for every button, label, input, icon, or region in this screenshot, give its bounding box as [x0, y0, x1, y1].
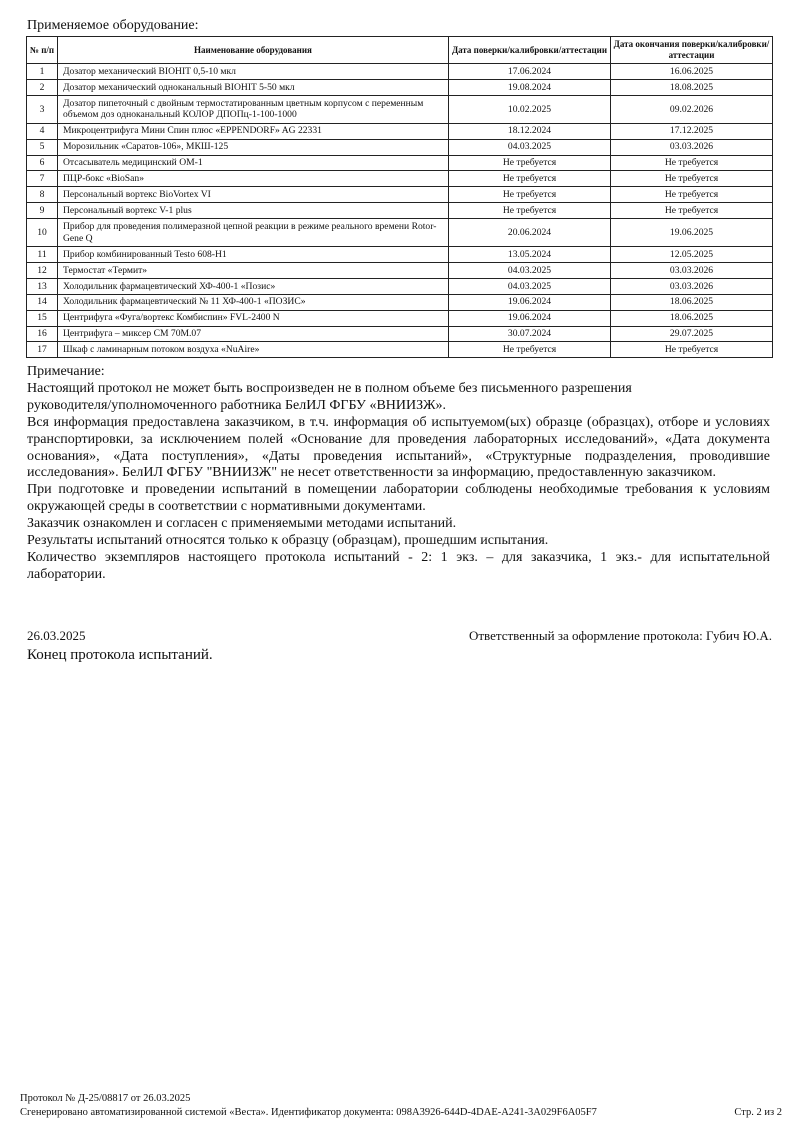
row-name: Термостат «Термит» [58, 263, 449, 279]
row-name: Морозильник «Саратов-106», МКШ-125 [58, 139, 449, 155]
row-name: Отсасыватель медицинский ОМ-1 [58, 155, 449, 171]
footer-page-number: Стр. 2 из 2 [734, 1107, 782, 1118]
row-num: 14 [27, 294, 58, 310]
table-row [27, 219, 773, 247]
row-date-start: 13.05.2024 [449, 247, 611, 263]
row-date-start: 30.07.2024 [449, 326, 611, 342]
end-of-protocol: Конец протокола испытаний. [27, 647, 213, 663]
page-footer [20, 1092, 782, 1120]
row-date-start: 19.06.2024 [449, 294, 611, 310]
row-date-end: 18.06.2025 [611, 294, 773, 310]
signature-date: 26.03.2025 [27, 628, 86, 643]
row-num: 1 [27, 64, 58, 80]
note-information-source: Вся информация предоставлена заказчиком, в т.ч. информация об испытуемом(ых) образце (образцах), отборе и условиях транспортировки, за исключением полей «Основание для проведения лабораторных исследований», «Дата документа основания», «Дата поступления», «Даты проведения испытаний», «Структурные подразделения, проводившие исследования». БелИЛ ФГБУ "ВНИИЗЖ" не несет ответственности за информацию, предоставленную заказчиком. [27, 414, 770, 481]
row-date-start: 20.06.2024 [449, 219, 611, 247]
row-date-end: 03.03.2026 [611, 278, 773, 294]
note-copies: Количество экземпляров настоящего протокола испытаний - 2: 1 экз. – для заказчика, 1 экз.- для испытательной лаборатории. [27, 549, 770, 582]
row-date-start: Не требуется [449, 171, 611, 187]
row-date-end: 18.06.2025 [611, 310, 773, 326]
row-date-end: Не требуется [611, 171, 773, 187]
table-row [27, 64, 773, 80]
row-date-end: Не требуется [611, 187, 773, 203]
row-name: Прибор комбинированный Testo 608-H1 [58, 247, 449, 263]
row-name: Персональный вортекс V-1 plus [58, 203, 449, 219]
table-header-row [27, 37, 773, 64]
row-date-start: 18.12.2024 [449, 123, 611, 139]
row-date-end: 17.12.2025 [611, 123, 773, 139]
row-date-end: 09.02.2026 [611, 95, 773, 123]
footer-generated-by: Сгенерировано автоматизированной системой «Веста». Идентификатор документа: 098A3926-644D-4DAE-A241-3A029F6A05F7 [20, 1107, 597, 1118]
row-num: 11 [27, 247, 58, 263]
row-num: 12 [27, 263, 58, 279]
row-date-end: Не требуется [611, 155, 773, 171]
row-name: ПЦР-бокс «BioSan» [58, 171, 449, 187]
row-num: 17 [27, 342, 58, 358]
row-date-end: 03.03.2026 [611, 263, 773, 279]
table-row [27, 123, 773, 139]
table-row [27, 294, 773, 310]
row-date-start: 04.03.2025 [449, 278, 611, 294]
row-date-start: Не требуется [449, 155, 611, 171]
row-date-start: Не требуется [449, 342, 611, 358]
table-row [27, 310, 773, 326]
row-date-start: 04.03.2025 [449, 139, 611, 155]
table-row [27, 155, 773, 171]
row-num: 8 [27, 187, 58, 203]
table-row [27, 203, 773, 219]
table-row [27, 326, 773, 342]
row-num: 2 [27, 79, 58, 95]
notes-title: Примечание: [27, 364, 105, 379]
row-num: 5 [27, 139, 58, 155]
note-results-scope: Результаты испытаний относятся только к образцу (образцам), прошедшим испытания. [27, 533, 549, 549]
table-row [27, 263, 773, 279]
header-name: Наименование оборудования [58, 37, 449, 64]
header-num: № п/п [27, 37, 58, 64]
row-date-end: 19.06.2025 [611, 219, 773, 247]
header-date-start: Дата поверки/калибровки/аттестации [449, 37, 611, 64]
header-date-end: Дата окончания поверки/калибровки/аттестации [611, 37, 773, 64]
row-date-end: 12.05.2025 [611, 247, 773, 263]
row-name: Дозатор механический одноканальный BIOHIT 5-50 мкл [58, 79, 449, 95]
table-row [27, 171, 773, 187]
row-name: Центрифуга «Фуга/вортекс Комбиспин» FVL-2400 N [58, 310, 449, 326]
row-name: Шкаф с ламинарным потоком воздуха «NuAire» [58, 342, 449, 358]
row-date-end: Не требуется [611, 342, 773, 358]
table-row [27, 278, 773, 294]
note-environment: При подготовке и проведении испытаний в помещении лаборатории соблюдены необходимые требования к условиям окружающей среды в соответствии с нормативными документами. [27, 482, 770, 515]
row-date-end: 16.06.2025 [611, 64, 773, 80]
note-methods-agreement: Заказчик ознакомлен и согласен с применяемыми методами испытаний. [27, 516, 457, 532]
row-name: Холодильник фармацевтический № 11 ХФ-400-1 «ПОЗИС» [58, 294, 449, 310]
signature-row [27, 627, 772, 644]
row-num: 13 [27, 278, 58, 294]
table-row [27, 342, 773, 358]
row-date-start: Не требуется [449, 187, 611, 203]
row-name: Дозатор пипеточный с двойным термостатированным цветным корпусом с переменным объемом доз одноканальный КОЛОР ДПОПц-1-100-1000 [58, 95, 449, 123]
row-date-start: 04.03.2025 [449, 263, 611, 279]
row-date-start: 19.08.2024 [449, 79, 611, 95]
row-name: Персональный вортекс BioVortex VI [58, 187, 449, 203]
row-num: 7 [27, 171, 58, 187]
row-date-end: 18.08.2025 [611, 79, 773, 95]
row-date-start: 10.02.2025 [449, 95, 611, 123]
row-num: 4 [27, 123, 58, 139]
row-name: Холодильник фармацевтический ХФ-400-1 «Позис» [58, 278, 449, 294]
row-name: Дозатор механический BIOHIT 0,5-10 мкл [58, 64, 449, 80]
section-title: Применяемое оборудование: [27, 18, 199, 33]
note-reproduction: Настоящий протокол не может быть воспроизведен не в полном объеме без письменного разрешения руководителя/уполномоченного работника БелИЛ ФГБУ «ВНИИЗЖ». [27, 380, 632, 413]
notes-section [27, 364, 770, 584]
row-name: Микроцентрифуга Мини Спин плюс «EPPENDORF» AG 22331 [58, 123, 449, 139]
row-date-start: 19.06.2024 [449, 310, 611, 326]
row-num: 16 [27, 326, 58, 342]
table-row [27, 79, 773, 95]
row-num: 3 [27, 95, 58, 123]
row-name: Центрифуга – миксер СМ 70М.07 [58, 326, 449, 342]
row-num: 6 [27, 155, 58, 171]
row-num: 10 [27, 219, 58, 247]
row-date-end: Не требуется [611, 203, 773, 219]
row-num: 9 [27, 203, 58, 219]
table-row [27, 187, 773, 203]
table-row [27, 95, 773, 123]
table-row [27, 139, 773, 155]
footer-protocol-number: Протокол № Д-25/08817 от 26.03.2025 [20, 1093, 191, 1104]
row-name: Прибор для проведения полимеразной цепной реакции в режиме реального времени Rotor-Gene Q [58, 219, 449, 247]
responsible-person: Ответственный за оформление протокола: Губич Ю.А. [468, 628, 772, 643]
equipment-table [26, 36, 773, 358]
row-date-start: 17.06.2024 [449, 64, 611, 80]
table-row [27, 247, 773, 263]
row-date-end: 29.07.2025 [611, 326, 773, 342]
row-num: 15 [27, 310, 58, 326]
row-date-start: Не требуется [449, 203, 611, 219]
row-date-end: 03.03.2026 [611, 139, 773, 155]
